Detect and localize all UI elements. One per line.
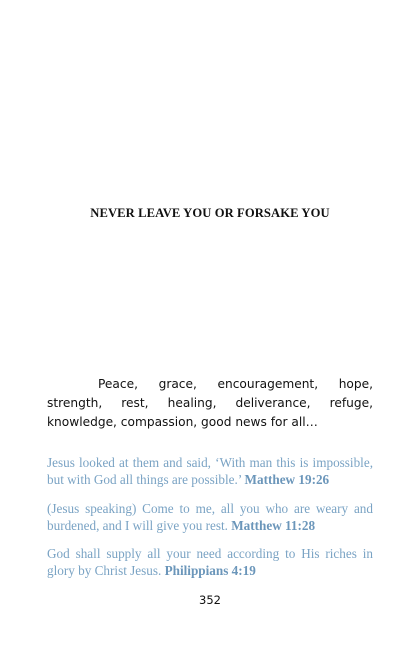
intro-paragraph: Peace, grace, encouragement, hope, strength, rest, healing, deliverance, refuge, knowledge, compassion, good news for all…	[47, 377, 373, 429]
page-number: 352	[199, 593, 221, 607]
verse-reference: Philippians 4:19	[164, 563, 256, 578]
verse-quote	[47, 545, 373, 579]
chapter-title: NEVER LEAVE YOU OR FORSAKE YOU	[90, 206, 330, 220]
verse-text: Jesus looked at them and said, ‘With man this is impossible, but with God all things are possible.’	[47, 455, 373, 487]
verse-text: (Jesus speaking) Come to me, all you who are weary and burdened, and I will give you rest.	[47, 501, 373, 533]
verse-reference: Matthew 11:28	[231, 518, 316, 533]
verse-reference: Matthew 19:26	[244, 472, 330, 487]
verse-quote	[47, 454, 373, 488]
verse-text: God shall supply all your need according to His riches in glory by Christ Jesus.	[47, 546, 373, 578]
verse-quote	[47, 500, 373, 534]
